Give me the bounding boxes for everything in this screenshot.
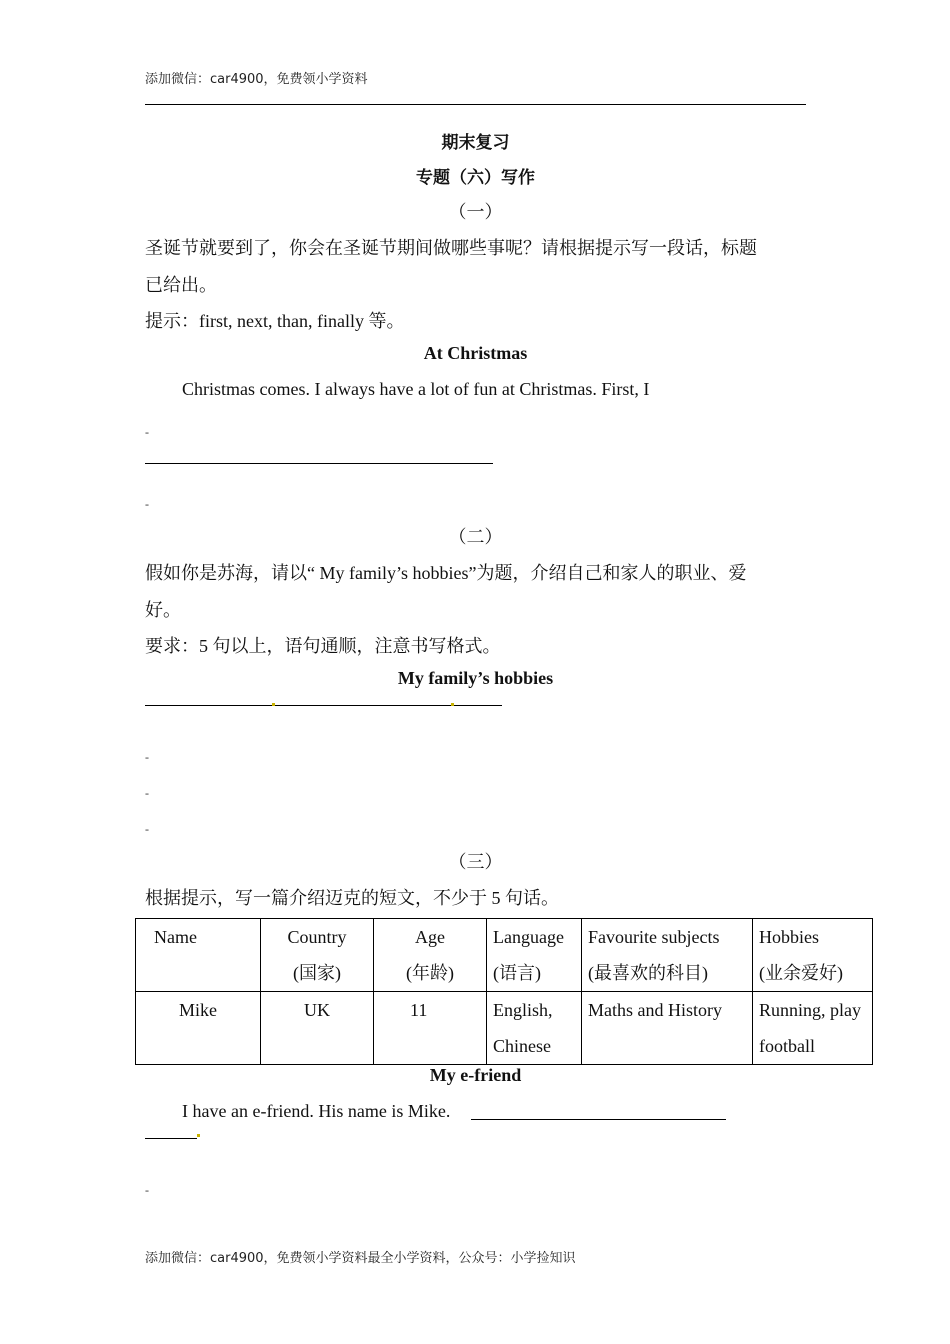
- insertion-mark: [272, 703, 275, 706]
- section3-answer-line-1[interactable]: [471, 1119, 726, 1120]
- section2-answer-line[interactable]: [145, 705, 502, 706]
- section1-answer-line[interactable]: [145, 463, 493, 464]
- header-cell-language: Language (语言): [487, 919, 582, 992]
- section3-opening: I have an e-friend. His name is Mike.: [182, 1101, 451, 1121]
- section3-answer-line-2[interactable]: [145, 1138, 197, 1139]
- section1-essay-title: At Christmas: [423, 343, 528, 363]
- section1-dash-1: -: [145, 425, 149, 439]
- cell-favourite-subjects: Maths and History: [582, 992, 753, 1065]
- section1-label: （一）: [448, 202, 503, 222]
- table-row: [136, 992, 873, 1065]
- header-cell-age: Age (年龄): [374, 919, 487, 992]
- cell-name: Mike: [136, 992, 261, 1065]
- header-cell-hobbies: Hobbies (业余爱好): [753, 919, 873, 992]
- info-table: [135, 918, 873, 1065]
- section3-prompt: 根据提示，写一篇介绍迈克的短文，不少于 5 句话。: [145, 888, 559, 908]
- insertion-mark: [197, 1134, 200, 1137]
- section1-opening: Christmas comes. I always have a lot of fun at Christmas. First, I: [182, 379, 650, 399]
- header-cell-country: Country (国家): [261, 919, 374, 992]
- page-subtitle: 专题（六）写作: [416, 168, 535, 187]
- page-title: 期末复习: [441, 133, 510, 152]
- section2-dash-2: -: [145, 786, 149, 800]
- header-cell-name: Name: [136, 919, 261, 992]
- header-cell-favourite-subjects: Favourite subjects (最喜欢的科目): [582, 919, 753, 992]
- cell-country: UK: [261, 992, 374, 1065]
- section1-hint: 提示：first, next, than, finally 等。: [145, 311, 405, 331]
- section2-essay-title: My family’s hobbies: [397, 668, 554, 688]
- section2-requirement: 要求：5 句以上，语句通顺，注意书写格式。: [145, 636, 501, 656]
- section2-prompt-line2: 好。: [145, 600, 181, 620]
- cell-age: 11: [374, 992, 487, 1065]
- section3-label: （三）: [448, 852, 503, 872]
- section1-prompt-line1: 圣诞节就要到了，你会在圣诞节期间做哪些事呢？请根据提示写一段话，标题: [145, 238, 757, 258]
- header-note: 添加微信：car4900，免费领小学资料: [145, 72, 368, 87]
- insertion-mark: [451, 703, 454, 706]
- footer-note: 添加微信：car4900，免费领小学资料最全小学资料，公众号：小学捡知识: [145, 1251, 576, 1266]
- section1-dash-2: -: [145, 497, 149, 511]
- section2-label: （二）: [448, 527, 503, 547]
- table-header-row: [136, 919, 873, 992]
- section3-essay-title: My e-friend: [429, 1065, 522, 1085]
- section2-dash-3: -: [145, 822, 149, 836]
- cell-hobbies: Running, play football: [753, 992, 873, 1065]
- section2-dash-1: -: [145, 750, 149, 764]
- section2-prompt-line1: 假如你是苏海，请以“ My family’s hobbies”为题，介绍自己和家人的职业、爱: [145, 563, 747, 583]
- header-divider: [145, 104, 806, 105]
- cell-language: English, Chinese: [487, 992, 582, 1065]
- section1-prompt-line2: 已给出。: [145, 275, 217, 295]
- section3-dash: -: [145, 1183, 149, 1197]
